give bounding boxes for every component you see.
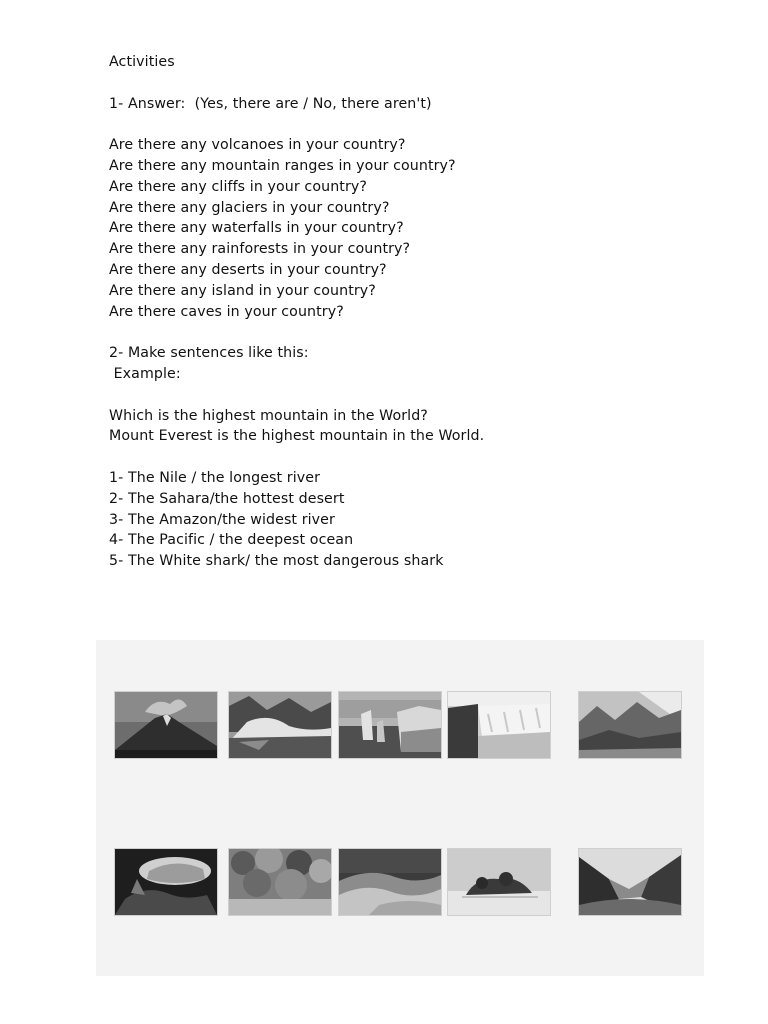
example-question: Which is the highest mountain in the World? <box>109 407 428 424</box>
exercise2-title: 2- Make sentences like this: <box>109 345 309 362</box>
question: Are there any mountain ranges in your country? <box>109 157 456 174</box>
heading: Activities <box>109 54 175 70</box>
island-photo <box>447 848 551 916</box>
cave-photo <box>114 848 218 916</box>
desert-photo <box>338 848 442 916</box>
cliffs-photo <box>338 691 442 759</box>
mountain-range-photo <box>578 691 682 759</box>
question: Are there any island in your country? <box>109 282 376 299</box>
question: Are there any glaciers in your country? <box>109 199 390 216</box>
question: Are there any cliffs in your country? <box>109 178 368 195</box>
prompt-item: 3- The Amazon/the widest river <box>109 511 335 528</box>
waterfall-photo <box>447 691 551 759</box>
exercise1-title: 1- Answer: (Yes, there are / No, there aren't) <box>109 95 432 112</box>
question: Are there caves in your country? <box>109 303 344 320</box>
prompt-item: 2- The Sahara/the hottest desert <box>109 490 345 507</box>
rainforest-photo <box>228 848 332 916</box>
question: Are there any waterfalls in your country? <box>109 220 404 237</box>
question: Are there any volcanoes in your country? <box>109 137 406 154</box>
worksheet-text <box>109 52 484 572</box>
prompt-item: 1- The Nile / the longest river <box>109 469 321 486</box>
prompt-item: 4- The Pacific / the deepest ocean <box>109 532 354 549</box>
question: Are there any deserts in your country? <box>109 261 387 278</box>
prompt-item: 5- The White shark/ the most dangerous shark <box>109 553 444 570</box>
question: Are there any rainforests in your country? <box>109 241 411 258</box>
example-label: Example: <box>109 365 181 382</box>
volcano-photo <box>114 691 218 759</box>
valley-photo <box>578 848 682 916</box>
example-answer: Mount Everest is the highest mountain in the World. <box>109 428 485 445</box>
photo-panel <box>96 640 704 976</box>
glacier-photo <box>228 691 332 759</box>
